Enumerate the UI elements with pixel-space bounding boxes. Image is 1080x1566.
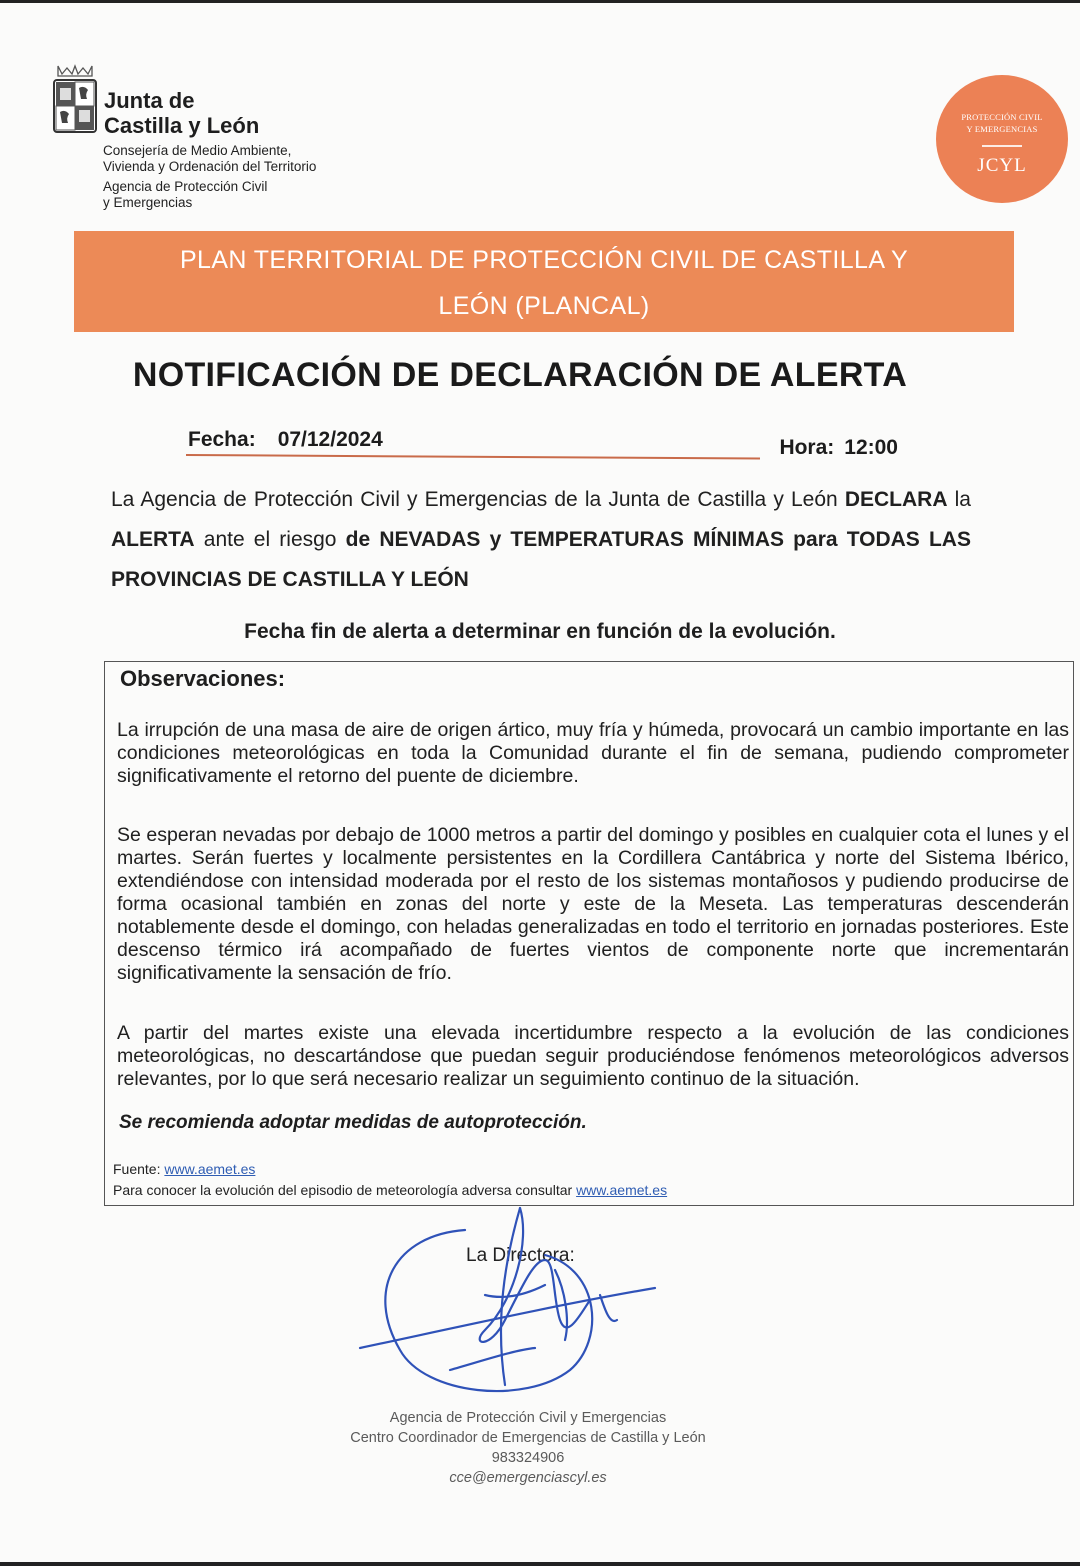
recommendation: Se recomienda adoptar medidas de autoprotección.: [119, 1112, 587, 1133]
page-title: NOTIFICACIÓN DE DECLARACIÓN DE ALERTA: [132, 356, 908, 394]
source-link[interactable]: www.aemet.es: [164, 1161, 256, 1177]
coat-of-arms-icon: [52, 62, 98, 134]
org-name-line2: Castilla y León: [104, 113, 260, 138]
banner-line1: PLAN TERRITORIAL DE PROTECCIÓN CIVIL DE CASTILLA Y: [179, 246, 909, 274]
declaration-intro: La Agencia de Protección Civil y Emergencias de la Junta de Castilla y León: [111, 488, 838, 511]
signature-label: La Directora:: [466, 1245, 575, 1266]
declaration-la: la: [954, 488, 971, 511]
proteccion-civil-badge-logo: [936, 75, 1068, 203]
observations-paragraph-3: A partir del martes existe una elevada incertidumbre respecto a la evolución de las condiciones meteorológicas, no descartándose que puedan seguir produciéndose fenómenos meteorológicos adversos relevantes, por lo que será necesario realizar un seguimiento continuo de la situación.: [117, 1022, 1069, 1090]
agencia-line1: Agencia de Protección Civil: [103, 179, 268, 194]
top-border: [0, 0, 1080, 3]
banner-line2: LEÓN (PLANCAL): [438, 292, 650, 320]
footer-centre: Centro Coordinador de Emergencias de Castilla y León: [350, 1430, 706, 1446]
org-name-line1: Junta de: [104, 88, 195, 113]
agencia-line2: y Emergencias: [103, 195, 193, 210]
observations-box: [104, 661, 1074, 1206]
fecha-field: [188, 428, 383, 452]
declaration-declara: DECLARA: [844, 488, 948, 511]
footer-phone: 983324906: [491, 1450, 565, 1466]
badge-jcyl: JCYL: [977, 155, 1027, 176]
consejeria-line2: Vivienda y Ordenación del Territorio: [103, 159, 317, 174]
consult-link[interactable]: www.aemet.es: [576, 1182, 668, 1198]
observations-paragraph-2: Se esperan nevadas por debajo de 1000 metros a partir del domingo y posibles en cualquier cota el lunes y el martes. Serán fuertes y localmente persistentes en la Cordillera Cantábrica y norte del Sistema Ibérico, extendiéndose con intensidad moderada por el resto de los sistemas montañosos y pudiendo producirse de forma ocasional también en zonas del norte y este de la Meseta. Las temperaturas descenderán notablemente desde el domingo, con heladas generalizadas en todo el territorio en jornadas posteriores. Este descenso térmico irá acompañado de fuertes vientos de componente norte que incrementarán significativamente la sensación de frío.: [117, 824, 1069, 984]
footer-agency: Agencia de Protección Civil y Emergencias: [389, 1410, 667, 1426]
badge-line1: PROTECCIÓN CIVIL: [961, 112, 1043, 122]
badge-divider: [982, 145, 1022, 147]
consult-line: [113, 1182, 667, 1198]
footer-email[interactable]: cce@emergenciascyl.es: [449, 1470, 607, 1486]
agencia-name: [103, 179, 267, 211]
badge-text: [936, 111, 1068, 135]
declaration-hazard: de NEVADAS y TEMPERATURAS MÍNIMAS para TODAS LAS PROVINCIAS DE CASTILLA Y LEÓN: [111, 528, 971, 591]
declaration-text: [111, 480, 971, 600]
observations-title: Observaciones:: [120, 666, 286, 691]
declaration-alerta: ALERTA: [111, 528, 195, 551]
signature-image: [355, 1200, 675, 1400]
hora-label: Hora:: [779, 436, 835, 459]
end-note: Fecha fin de alerta a determinar en función de la evolución.: [244, 620, 836, 643]
footer-contact: [0, 1408, 1056, 1488]
observations-paragraph-1: La irrupción de una masa de aire de origen ártico, muy fría y húmeda, provocará un cambio importante en las condiciones meteorológicas en toda la Comunidad durante el fin de semana, pudiendo comprometer significativamente el retorno del puente de diciembre.: [117, 719, 1069, 787]
hora-value: 12:00: [844, 436, 898, 459]
org-name: [104, 88, 259, 138]
consejeria-name: [103, 143, 316, 175]
consult-text: Para conocer la evolución del episodio de meteorología adversa consultar: [113, 1182, 573, 1198]
plan-banner: [74, 231, 1014, 332]
source-label: Fuente:: [113, 1161, 161, 1177]
badge-line2: Y EMERGENCIAS: [966, 124, 1038, 134]
bottom-border: [0, 1562, 1080, 1566]
consejeria-line1: Consejería de Medio Ambiente,: [103, 143, 292, 158]
fecha-value: 07/12/2024: [277, 428, 383, 451]
declaration-riesgo: ante el riesgo: [203, 528, 337, 551]
fecha-label: Fecha:: [188, 428, 256, 451]
hora-field: [779, 436, 898, 460]
source-line: [113, 1161, 255, 1177]
